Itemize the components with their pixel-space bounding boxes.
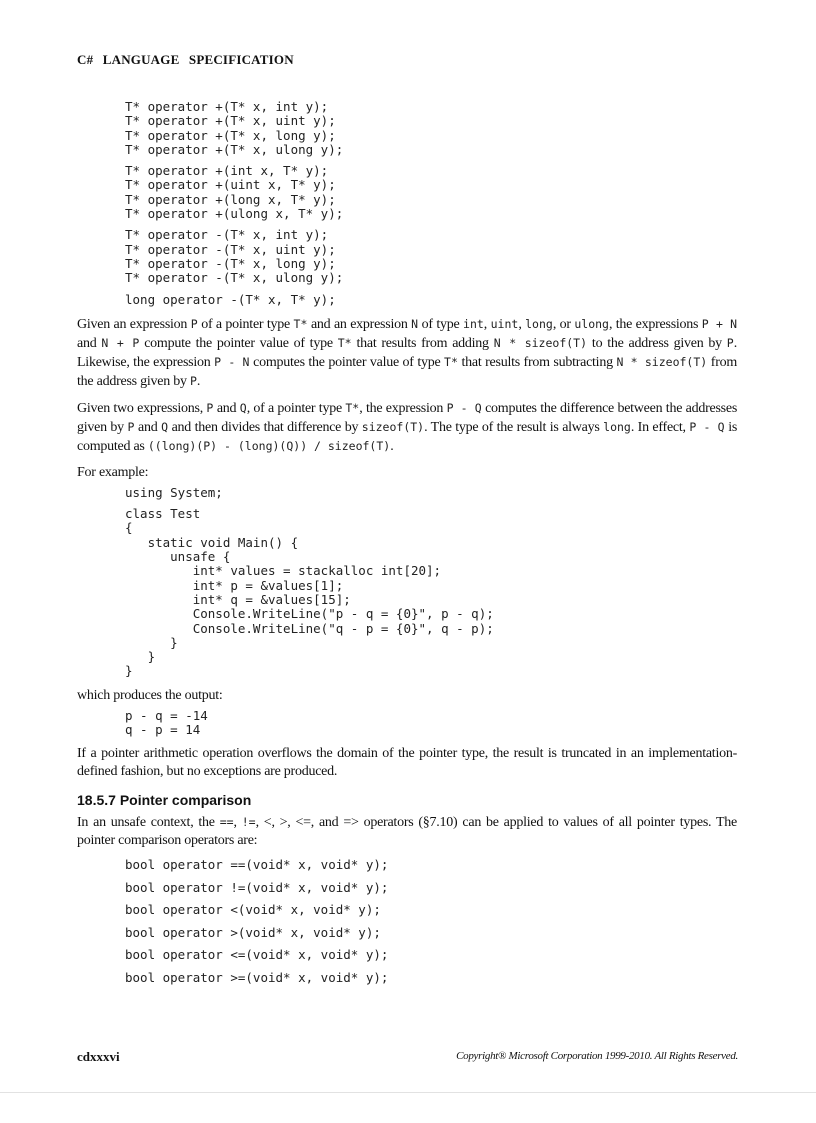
copyright-notice: Copyright® Microsoft Corporation 1999-2010. All Rights Reserved. xyxy=(456,1050,738,1062)
code-block-example-class: class Test { static void Main() { unsafe { int* values = stackalloc int[20]; int* p = &values[1]; int* q = &values[15]; Console.WriteLine("p - q = {0}", p - q); Console.WriteLine("q - p = {0}", q - p); } } } xyxy=(125,506,494,679)
comparison-operator-line: bool operator <=(void* x, void* y); xyxy=(125,947,389,963)
paragraph-output-intro: which produces the output: xyxy=(77,687,223,703)
code-block-output: p - q = -14 q - p = 14 xyxy=(125,707,208,738)
comparison-operator-line: bool operator !=(void* x, void* y); xyxy=(125,879,389,895)
comparison-operator-list xyxy=(125,854,737,989)
paragraph-overflow: If a pointer arithmetic operation overflows the domain of the pointer type, the result is truncated in an implementation-defined fashion, but no exceptions are produced. xyxy=(77,746,737,780)
code-block-add-pointer-integer: T* operator +(T* x, int y); T* operator +(T* x, uint y); T* operator +(T* x, long y); T* operator +(T* x, ulong y); xyxy=(125,99,344,157)
section-heading: 18.5.7 Pointer comparison xyxy=(77,792,252,809)
comparison-operator-line: bool operator >=(void* x, void* y); xyxy=(125,969,389,985)
code-block-example-using: using System; xyxy=(125,484,223,500)
comparison-operator-line: bool operator >(void* x, void* y); xyxy=(125,924,381,940)
comparison-operator-line: bool operator ==(void* x, void* y); xyxy=(125,857,389,873)
page-bottom-divider xyxy=(0,1092,816,1093)
paragraph-comparison-intro: In an unsafe context, the ==, !=, <, >, <=, and => operators (§7.10) can be applied to values of all pointer types. The pointer comparison operators are: xyxy=(77,815,737,849)
paragraph-for-example: For example: xyxy=(77,464,149,480)
paragraph-pointer-addition: Given an expression P of a pointer type T* and an expression N of type int, uint, long, or ulong, the expressions P + N and N + P compute the pointer value of type T* that results from adding N * sizeof(T) to the address given by P. Likewise, the expression P - N computes the pointer value of type T* that results from subtracting N * sizeof(T) from the address given by P. xyxy=(77,316,738,389)
page-number: cdxxxvi xyxy=(77,1049,120,1064)
page-content xyxy=(77,100,737,989)
code-block-subtract-pointers: long operator -(T* x, T* y); xyxy=(125,291,336,307)
code-block-subtract-pointer-integer: T* operator -(T* x, int y); T* operator -(T* x, uint y); T* operator -(T* x, long y); T* operator -(T* x, ulong y); xyxy=(125,227,344,286)
running-header: C# LANGUAGE SPECIFICATION xyxy=(77,52,294,67)
paragraph-pointer-difference: Given two expressions, P and Q, of a pointer type T*, the expression P - Q computes the difference between the addresses given by P and Q and then divides that difference by sizeof(T). The type of the result is always long. In effect, P - Q is computed as ((long)(P) - (long)(Q)) / sizeof(T). xyxy=(77,400,738,454)
comparison-operator-line: bool operator <(void* x, void* y); xyxy=(125,902,381,918)
code-block-add-integer-pointer: T* operator +(int x, T* y); T* operator +(uint x, T* y); T* operator +(long x, T* y); T* operator +(ulong x, T* y); xyxy=(125,163,344,222)
